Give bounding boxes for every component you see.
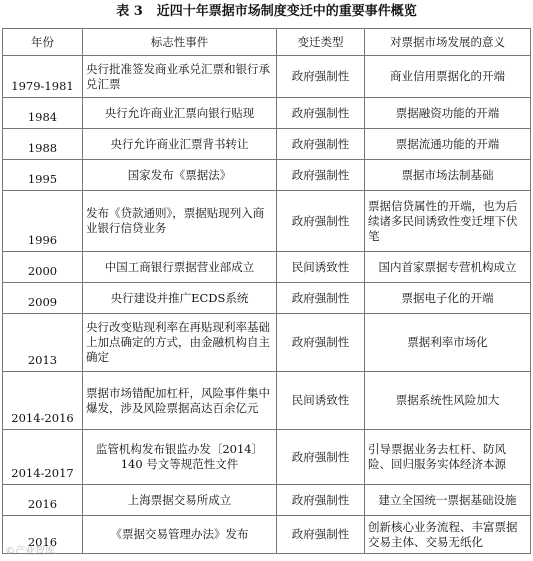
cell-year: 1988: [3, 129, 83, 160]
table-row: [3, 252, 531, 283]
cell-type: 政府强制性: [277, 160, 365, 191]
table-row: [3, 485, 531, 516]
cell-meaning: 票据市场法制基础: [365, 160, 531, 191]
cell-event: 国家发布《票据法》: [83, 160, 277, 191]
cell-event: 上海票据交易所成立: [83, 485, 277, 516]
cell-year: 2009: [3, 283, 83, 314]
cell-event: 《票据交易管理办法》发布: [83, 516, 277, 554]
cell-event: 发布《贷款通则》，票据贴现列入商业银行信贷业务: [83, 191, 277, 252]
cell-type: 政府强制性: [277, 314, 365, 372]
header-meaning: 对票据市场发展的意义: [365, 29, 531, 56]
cell-meaning: 票据电子化的开端: [365, 283, 531, 314]
cell-type: 民间诱致性: [277, 372, 365, 430]
cell-event: 央行允许商业汇票背书转让: [83, 129, 277, 160]
cell-year: 2014-2017: [3, 430, 83, 485]
cell-event: 央行批准签发商业承兑汇票和银行承兑汇票: [83, 56, 277, 98]
table-row: [3, 516, 531, 554]
cell-meaning: 引导票据业务去杠杆、防风险、回归服务实体经济本源: [365, 430, 531, 485]
cell-type: 政府强制性: [277, 56, 365, 98]
cell-meaning: 票据利率市场化: [365, 314, 531, 372]
cell-year: 1996: [3, 191, 83, 252]
table-row: [3, 314, 531, 372]
cell-type: 政府强制性: [277, 191, 365, 252]
table-row: [3, 129, 531, 160]
cell-type: 政府强制性: [277, 485, 365, 516]
cell-meaning: 票据流通功能的开端: [365, 129, 531, 160]
events-table: [2, 28, 531, 554]
cell-year: 2000: [3, 252, 83, 283]
cell-type: 政府强制性: [277, 283, 365, 314]
table-row: [3, 191, 531, 252]
cell-year: 1979-1981: [3, 56, 83, 98]
cell-year: 2013: [3, 314, 83, 372]
table-row: [3, 430, 531, 485]
cell-year: 1984: [3, 98, 83, 129]
cell-year: 2014-2016: [3, 372, 83, 430]
cell-meaning: 国内首家票据专营机构成立: [365, 252, 531, 283]
table-title: 近四十年票据市场制度变迁中的重要事件概览: [156, 4, 417, 19]
table-header-row: [3, 29, 531, 56]
cell-year: 2016: [3, 516, 83, 554]
cell-year: 2016: [3, 485, 83, 516]
header-event: 标志性事件: [83, 29, 277, 56]
cell-meaning: 建立全国统一票据基础设施: [365, 485, 531, 516]
cell-type: 政府强制性: [277, 516, 365, 554]
cell-meaning: 商业信用票据化的开端: [365, 56, 531, 98]
table-row: [3, 160, 531, 191]
cell-meaning: 票据系统性风险加大: [365, 372, 531, 430]
cell-type: 政府强制性: [277, 430, 365, 485]
cell-event: 中国工商银行票据营业部成立: [83, 252, 277, 283]
table-number: 表 3: [116, 4, 143, 19]
table-row: [3, 98, 531, 129]
table-caption: [0, 4, 533, 20]
table-row: [3, 56, 531, 98]
cell-meaning: 创新核心业务流程、丰富票据交易主体、交易无纸化: [365, 516, 531, 554]
table-row: [3, 372, 531, 430]
cell-event: 票据市场错配加杠杆，风险事件集中爆发，涉及风险票据高达百余亿元: [83, 372, 277, 430]
cell-type: 政府强制性: [277, 129, 365, 160]
cell-event: 央行改变贴现利率在再贴现利率基础上加点确定的方式，由金融机构自主确定: [83, 314, 277, 372]
header-year: 年份: [3, 29, 83, 56]
cell-event: 央行建设并推广ECDS系统: [83, 283, 277, 314]
cell-event: 央行允许商业汇票向银行贴现: [83, 98, 277, 129]
cell-event: 监管机构发布银监办发〔2014〕140 号文等规范性文件: [83, 430, 277, 485]
cell-type: 民间诱致性: [277, 252, 365, 283]
cell-meaning: 票据融资功能的开端: [365, 98, 531, 129]
watermark: ©产业智库: [5, 546, 55, 557]
cell-meaning: 票据信贷属性的开端，也为后续诸多民间诱致性变迁埋下伏笔: [365, 191, 531, 252]
cell-type: 政府强制性: [277, 98, 365, 129]
header-type: 变迁类型: [277, 29, 365, 56]
cell-year: 1995: [3, 160, 83, 191]
table-row: [3, 283, 531, 314]
